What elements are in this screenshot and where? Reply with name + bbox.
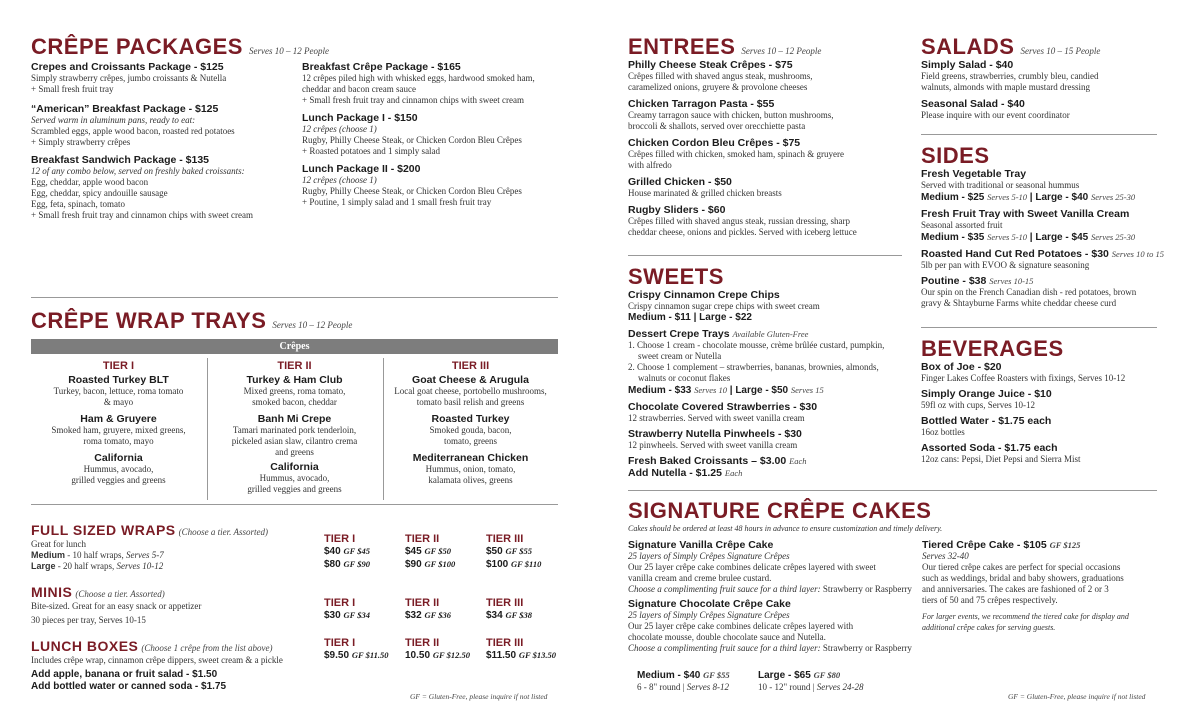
cake-item: Signature Vanilla Crêpe Cake 25 layers of Simply Crêpes Signature Crêpes Our 25 layer crêpe cake combines delicate crêpes layered with sweet vanilla cream and creme brulee custard. Choose a complimenting fruit sauce for a third layer: Strawberry or Raspberry	[628, 539, 912, 594]
minis-section: MINIS (Choose a tier. Assorted) Bite-sized. Great for an easy snack or appetizer 30 pieces per tray, Serves 10-15	[31, 584, 202, 625]
package-item: Lunch Package II - $200 12 crêpes (choose 1) Rugby, Philly Cheese Steak, or Chicken Cordon Bleu Crêpes + Poutine, 1 simply salad and 1 small fresh fruit tray	[302, 163, 522, 207]
side-item: Fresh Fruit Tray with Sweet Vanilla Cream Seasonal assorted fruit Medium - $35 Serves 5-10 | Large - $45 Serves 25-30	[921, 208, 1136, 243]
cake-size: Large - $65 GF $80 10 - 12" round | Serves 24-28	[758, 670, 864, 692]
sweet-item: Strawberry Nutella Pinwheels - $30 12 pinwheels. Served with sweet vanilla cream	[628, 428, 802, 450]
price-column: TIER II $32 GF $36	[405, 597, 451, 621]
footnote: GF = Gluten-Free, please inquire if not listed	[410, 692, 548, 701]
package-item: “American” Breakfast Package - $125 Served warm in aluminum pans, ready to eat: Scrambled eggs, apple wood bacon, roasted red potatoes + Simply strawberry crêpes	[31, 103, 235, 147]
divider	[31, 297, 558, 298]
crepes-bar: Crêpes	[31, 339, 558, 354]
price-column: TIER III $11.50 GF $13.50	[486, 637, 556, 661]
tiered-cake: Tiered Crêpe Cake - $105 GF $125 Serves 32-40 Our tiered crêpe cakes are perfect for special occasions such as weddings, bridal and baby showers, graduations and anniversaries. The cakes are fashioned of 2 or 3 tiers of 50 and 75 crêpes respectively. For larger events, we recommend the tiered cake for display and additional crêpe cakes for serving guests.	[922, 539, 1129, 632]
salad-item: Seasonal Salad - $40 Please inquire with our event coordinator	[921, 98, 1070, 120]
lunch-boxes-section: LUNCH BOXES (Choose 1 crêpe from the list above) Includes crêpe wrap, cinnamon crêpe dippers, sweet cream & a pickle Add apple, banana or fruit salad - $1.50 Add bottled water or canned soda - $1.75	[31, 638, 283, 692]
divider	[628, 490, 1157, 491]
entree-item: Philly Cheese Steak Crêpes - $75 Crêpes filled with shaved angus steak, mushrooms, caramelized onions, gruyere & provolone cheeses	[628, 59, 813, 92]
sweet-item: Chocolate Covered Strawberries - $30 12 strawberries. Served with sweet vanilla cream	[628, 401, 818, 423]
beverage-item: Bottled Water - $1.75 each 16oz bottles	[921, 415, 1052, 437]
sides-list	[921, 168, 1176, 312]
wrap-trays-heading: CRÊPE WRAP TRAYS Serves 10 – 12 People	[31, 308, 353, 333]
package-item: Lunch Package I - $150 12 crêpes (choose 1) Rugby, Philly Cheese Steak, or Chicken Cordon Bleu Crêpes + Roasted potatoes and 1 simply salad	[302, 112, 522, 156]
entree-item: Chicken Cordon Bleu Crêpes - $75 Crêpes filled with chicken, smoked ham, spinach & gruyere with alfredo	[628, 137, 844, 170]
cake-item: Signature Chocolate Crêpe Cake 25 layers of Simply Crêpes Signature Crêpes Our 25 layer crêpe cake combines delicate crêpes layered with chocolate mousse, double chocolate sauce and Nutella. Choose a complimenting fruit sauce for a third layer: Strawberry or Raspberry	[628, 598, 912, 653]
entree-item: Rugby Sliders - $60 Crêpes filled with shaved angus steak, russian dressing, sharp cheddar cheese, onions and pickles. Served with iceberg lettuce	[628, 204, 857, 237]
tier-column: TIER II Turkey & Ham Club Mixed greens, roma tomato, smoked bacon, cheddar Banh Mi Crepe Tamari marinated pork tenderloin, pickeled asian slaw, cilantro crema and greens California Hummus, avocado, grilled veggies and greens	[231, 360, 358, 494]
crepe-packages-col1	[31, 61, 293, 224]
price-column: TIER III $34 GF $38	[486, 597, 532, 621]
side-item: Roasted Hand Cut Red Potatoes - $30 Serves 10 to 15 5lb per pan with EVOO & signature seasoning	[921, 248, 1164, 270]
salads-list	[921, 59, 1171, 124]
cakes-note: Cakes should be ordered at least 48 hours in advance to ensure customization and timely delivery.	[628, 524, 943, 533]
divider	[628, 255, 902, 256]
sweet-item: Dessert Crepe Trays Available Gluten-Free 1. Choose 1 cream - chocolate mousse, crème brûlée custard, pumpkin, sweet cream or Nutella 2. Choose 1 complement – strawberries, bananas, brownies, almonds, walnuts or coconut flakes Medium - $33 Serves 10 | Large - $50 Serves 15	[628, 328, 885, 396]
package-item: Breakfast Sandwich Package - $135 12 of any combo below, served on freshly baked croissants: Egg, cheddar, apple wood bacon Egg, cheddar, spicy andouille sausage Egg, feta, spinach, tomato + Small fresh fruit tray and cinnamon chips with sweet cream	[31, 154, 254, 220]
price-column: TIER I $9.50 GF $11.50	[324, 637, 389, 661]
divider	[921, 134, 1157, 135]
beverage-item: Simply Orange Juice - $10 59fl oz with cups, Serves 10-12	[921, 388, 1052, 410]
tier-column: TIER III Goat Cheese & Arugula Local goat cheese, portobello mushrooms, tomato basil relish and greens Roasted Turkey Smoked gouda, bacon, tomato, greens Mediterranean Chicken Hummus, onion, tomato, kalamata olives, greens	[394, 360, 547, 485]
footnote: GF = Gluten-Free, please inquire if not listed	[1008, 692, 1146, 701]
price-column: TIER II 10.50 GF $12.50	[405, 637, 470, 661]
package-item: Crepes and Croissants Package - $125 Simply strawberry crêpes, jumbo croissants & Nutella + Small fresh fruit tray	[31, 61, 227, 94]
cake-size: Medium - $40 GF $55 6 - 8" round | Serves 8-12	[637, 670, 730, 692]
cakes-heading: SIGNATURE CRÊPE CAKES	[628, 498, 932, 523]
price-column: TIER III $50 GF $55 $100 GF $110	[486, 533, 542, 570]
beverage-item: Box of Joe - $20 Finger Lakes Coffee Roasters with fixings, Serves 10-12	[921, 361, 1126, 383]
price-column: TIER I $40 GF $45 $80 GF $90	[324, 533, 370, 570]
full-wraps-section: FULL SIZED WRAPS (Choose a tier. Assorted) Great for lunch Medium - 10 half wraps, Serves 5-7 Large - 20 half wraps, Serves 10-12	[31, 522, 268, 571]
crepe-packages-heading: CRÊPE PACKAGES Serves 10 – 12 People	[31, 34, 329, 59]
side-item: Fresh Vegetable Tray Served with traditional or seasonal hummus Medium - $25 Serves 5-10 | Large - $40 Serves 25-30	[921, 168, 1136, 203]
sweets-heading: SWEETS	[628, 264, 724, 289]
salads-heading: SALADS Serves 10 – 15 People	[921, 34, 1101, 59]
tier-column: TIER I Roasted Turkey BLT Turkey, bacon, lettuce, roma tomato & mayo Ham & Gruyere Smoked ham, gruyere, mixed greens, roma tomato, mayo California Hummus, avocado, grilled veggies and greens	[51, 360, 186, 485]
sweet-item: Fresh Baked Croissants – $3.00 Each Add Nutella - $1.25 Each	[628, 455, 807, 479]
price-column: TIER I $30 GF $34	[324, 597, 370, 621]
entree-item: Grilled Chicken - $50 House marinated & grilled chicken breasts	[628, 176, 782, 198]
beverages-heading: BEVERAGES	[921, 336, 1064, 361]
sides-heading: SIDES	[921, 143, 990, 168]
price-column: TIER II $45 GF $50 $90 GF $100	[405, 533, 456, 570]
package-item: Breakfast Crêpe Package - $165 12 crêpes piled high with whisked eggs, hardwood smoked ham, cheddar and bacon cream sauce + Small fresh fruit tray and cinnamon chips with sweet cream	[302, 61, 535, 105]
crepe-packages-col2	[302, 61, 582, 211]
entree-item: Chicken Tarragon Pasta - $55 Creamy tarragon sauce with chicken, button mushrooms, broccoli & shallots, served over orecchiette pasta	[628, 98, 834, 131]
beverage-item: Assorted Soda - $1.75 each 12oz cans: Pepsi, Diet Pepsi and Sierra Mist	[921, 442, 1081, 464]
salad-item: Simply Salad - $40 Field greens, strawberries, crumbly bleu, candied walnuts, almonds with maple mustard dressing	[921, 59, 1099, 92]
cakes-list	[628, 539, 918, 657]
sweet-item: Crispy Cinnamon Crepe Chips Crispy cinnamon sugar crepe chips with sweet cream Medium - $11 | Large - $22	[628, 289, 820, 323]
side-item: Poutine - $38 Serves 10-15 Our spin on the French Canadian dish - red potatoes, brown gravy & Shtayburne Farms white cheddar cheese curd	[921, 275, 1137, 308]
beverages-list	[921, 361, 1176, 468]
sweets-list	[628, 289, 913, 482]
entrees-list	[628, 59, 903, 241]
divider	[921, 327, 1157, 328]
entrees-heading: ENTREES Serves 10 – 12 People	[628, 34, 822, 59]
divider	[31, 504, 558, 505]
